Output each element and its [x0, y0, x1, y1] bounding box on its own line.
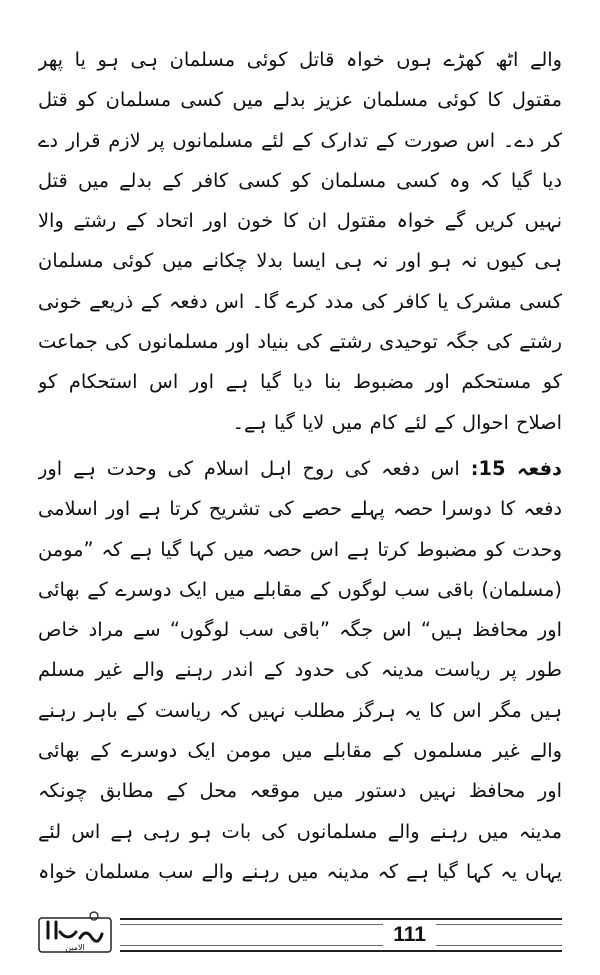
section-15-label: دفعہ 15: — [470, 456, 562, 480]
paragraph-1-text: والے اٹھ کھڑے ہوں خواہ قاتل کوئی مسلمان ہی ہو یا پھر مقتول کا کوئی مسلمان عزیز بدلے میں کسی مسلمان کو قتل کر دے۔ اس صورت کے تدارک کے لئے مسلمانوں پر لازم قرار دے دیا گیا کہ وہ کسی مسلمان کو کسی کافر کے بدلے میں قتل نہیں کریں گے خواہ مقتول ان کا خون اور اتحاد کے رشتے والا ہی کیوں نہ ہو اور نہ ہی ایسا بدلا چکانے میں کوئی مسلمان کسی مشرک یا کافر کی مدد کرے گا۔ اس دفعہ کے ذریعے خونی رشتے کی جگہ توحیدی رشتے کی بنیاد اور مسلمانوں کی جماعت کو مستحکم اور مضبوط بنا دیا گیا ہے اور اس استحکام کو اصلاح احوال کے لئے کام میں لایا گیا ہے۔ — [38, 48, 562, 434]
al-ameen-logo — [38, 908, 112, 954]
footer-rule — [120, 918, 562, 952]
page-body — [38, 40, 562, 895]
page-number: 111 — [383, 922, 436, 948]
page-footer — [38, 918, 562, 958]
logo-wordmark: الامین — [65, 943, 85, 952]
paragraph-1 — [38, 40, 562, 443]
section-15-text: اس دفعہ کی روح اہل اسلام کی وحدت ہے اور دفعہ کا دوسرا حصہ پہلے حصے کی تشریح کرتا ہے اور اسلامی وحدت کو مضبوط کرتا ہے اس حصہ میں کہا گیا ہے کہ ”مومن (مسلمان) باقی سب لوگوں کے مقابلے میں ایک دوسرے کے بھائی اور محافظ ہیں“ اس جگہ ”باقی سب لوگوں“ سے مراد خاص طور پر ریاست مدینہ کی حدود کے اندر رہنے والے غیر مسلم ہیں مگر اس کا یہ ہرگز مطلب نہیں کہ ریاست کے باہر رہنے والے غیر مسلموں کے مقابلے میں مومن ایک دوسرے کے بھائی اور محافظ نہیں دستور میں موقعہ محل کے مطابق چونکہ مدینہ میں رہنے والے مسلمانوں کی بات ہو رہی ہے اس لئے یہاں یہ کہا گیا ہے کہ مدینہ میں رہنے والے سب مسلمان خواہ — [38, 456, 562, 883]
paragraph-section-15 — [38, 449, 562, 895]
